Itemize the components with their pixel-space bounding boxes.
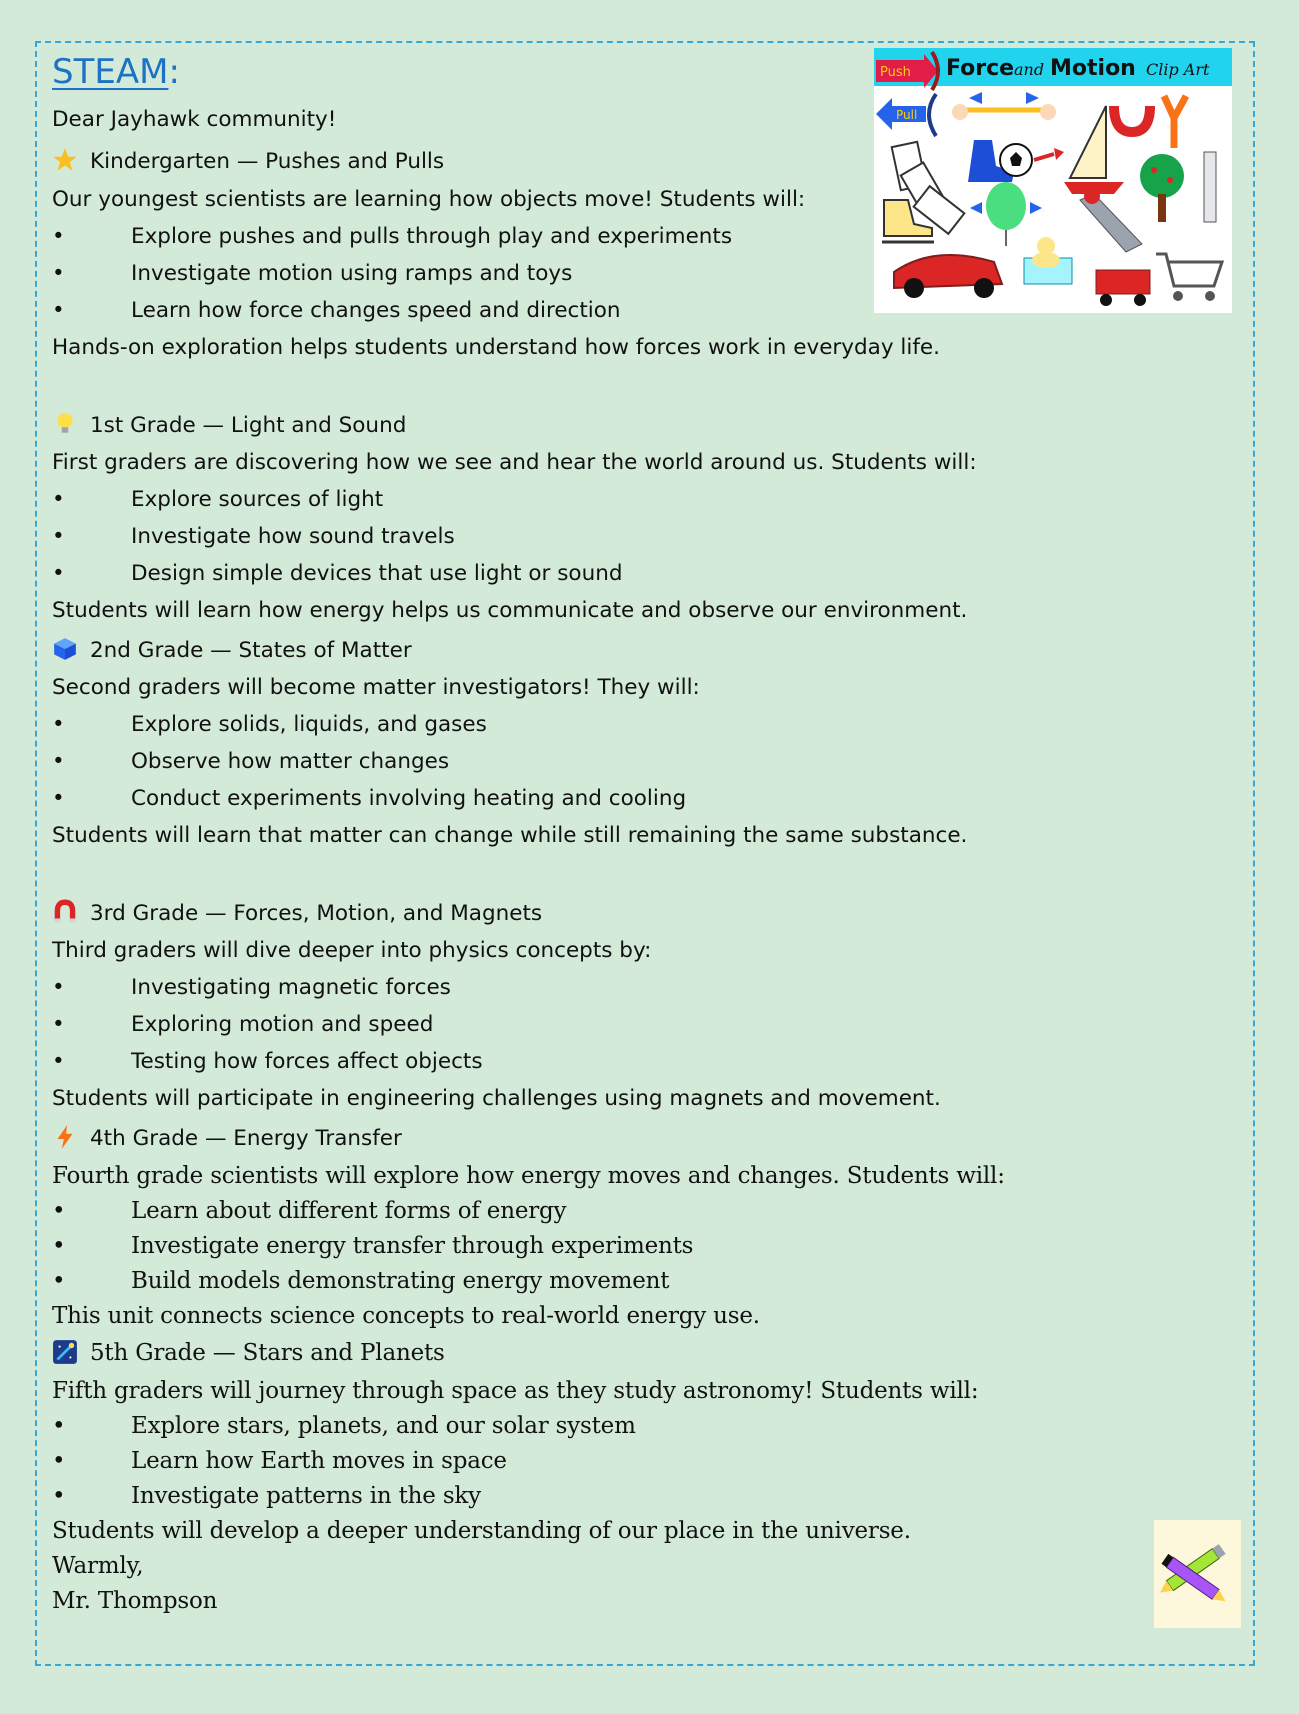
section-summary: Students will learn that matter can change while still remaining the same substance. xyxy=(52,823,968,848)
magnet-icon xyxy=(52,899,78,925)
star-icon xyxy=(52,147,78,173)
clip-title-clip-art: Clip Art xyxy=(1146,60,1210,79)
section-heading-5th-grade: 5th Grade — Stars and Planets xyxy=(48,1339,445,1367)
lightning-icon xyxy=(52,1124,78,1150)
clip-title-force: Force xyxy=(946,56,1015,81)
section-heading-2nd-grade: 2nd Grade — States of Matter xyxy=(48,636,412,665)
force-and-motion-clip-art xyxy=(874,48,1232,313)
section-intro: First graders are discovering how we see and hear the world around us. Students will: xyxy=(52,450,977,475)
pull-label: Pull xyxy=(896,108,918,122)
cube-icon xyxy=(52,636,78,662)
section-intro: Our youngest scientists are learning how objects move! Students will: xyxy=(52,187,806,212)
push-label: Push xyxy=(880,65,911,80)
lightbulb-icon xyxy=(52,411,78,437)
closing: Warmly, xyxy=(52,1553,144,1579)
section-intro: Second graders will become matter investigators! They will: xyxy=(52,675,700,700)
section-summary: Students will participate in engineering challenges using magnets and movement. xyxy=(52,1086,941,1111)
section-summary: Students will develop a deeper understanding of our place in the universe. xyxy=(52,1518,911,1544)
signature: Mr. Thompson xyxy=(52,1588,218,1614)
section-heading-3rd-grade: 3rd Grade — Forces, Motion, and Magnets xyxy=(48,899,542,928)
section-heading-4th-grade: 4th Grade — Energy Transfer xyxy=(48,1124,402,1153)
clip-title-motion: Motion xyxy=(1050,56,1136,81)
page-title: STEAM: xyxy=(52,52,180,92)
pencil-icon xyxy=(1154,1520,1241,1628)
section-intro: Third graders will dive deeper into physics concepts by: xyxy=(52,938,652,963)
section-heading-kindergarten: Kindergarten — Pushes and Pulls xyxy=(48,147,444,176)
shooting-star-icon xyxy=(52,1339,78,1365)
greeting: Dear Jayhawk community! xyxy=(52,107,337,132)
section-summary: Hands-on exploration helps students understand how forces work in everyday life. xyxy=(52,335,940,360)
section-summary: Students will learn how energy helps us communicate and observe our environment. xyxy=(52,598,968,623)
section-summary: This unit connects science concepts to real-world energy use. xyxy=(52,1303,760,1329)
section-intro: Fifth graders will journey through space as they study astronomy! Students will: xyxy=(52,1378,979,1404)
clip-art-drawing xyxy=(874,48,1232,313)
section-heading-1st-grade: 1st Grade — Light and Sound xyxy=(48,411,406,440)
pencils-drawing xyxy=(1154,1520,1241,1628)
clip-title-and: and xyxy=(1014,60,1045,79)
section-intro: Fourth grade scientists will explore how energy moves and changes. Students will: xyxy=(52,1163,1005,1189)
